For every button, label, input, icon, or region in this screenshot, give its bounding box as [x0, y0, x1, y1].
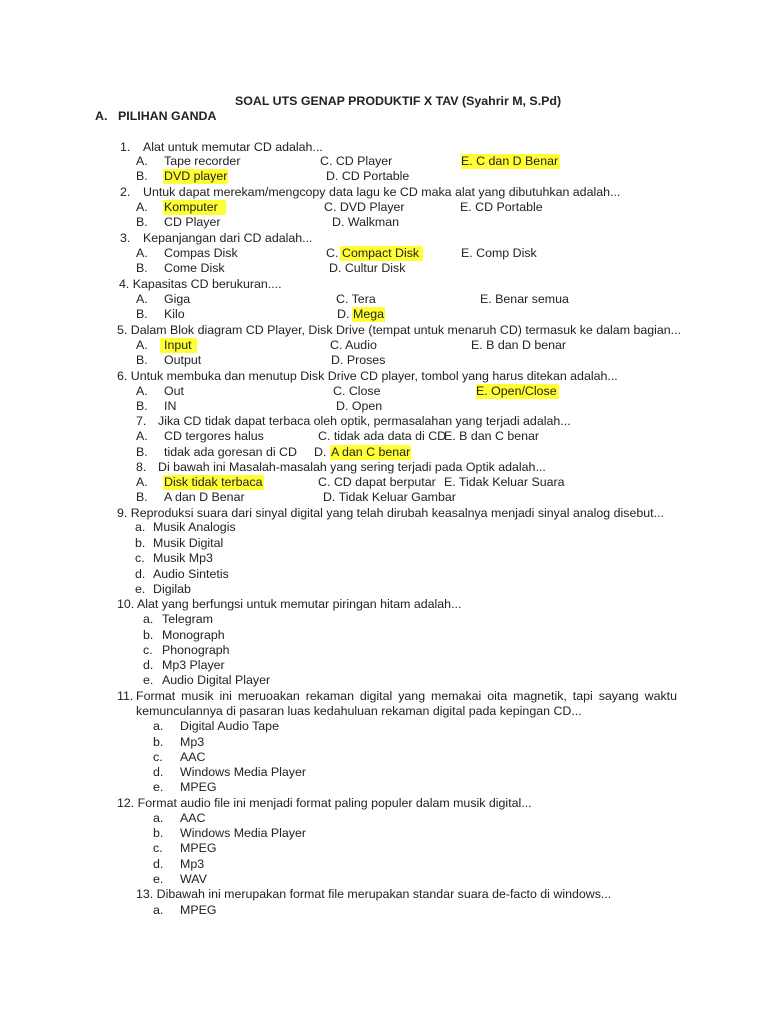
- q3-option-a-letter: A.: [136, 246, 148, 260]
- q4-option-a-letter: A.: [136, 292, 148, 306]
- q12-text: 12. Format audio file ini menjadi format paling populer dalam musik digital...: [117, 796, 532, 810]
- q11-option: Mp3: [180, 735, 205, 749]
- q11-option-letter: a.: [153, 719, 164, 733]
- q7-option-a-letter: A.: [136, 429, 148, 443]
- q1-option-a-letter: A.: [136, 154, 148, 168]
- q9-option-letter: c.: [135, 551, 145, 565]
- q2-option-a-answer: Komputer: [163, 200, 226, 215]
- q10-option-letter: c.: [143, 643, 153, 657]
- q1-option-c: C. CD Player: [320, 154, 393, 168]
- q9-option-letter: d.: [135, 567, 146, 581]
- q13-option-letter: a.: [153, 903, 164, 917]
- q5-option-e: E. B dan D benar: [471, 338, 567, 352]
- q10-text: 10. Alat yang berfungsi untuk memutar piringan hitam adalah...: [117, 597, 462, 611]
- q12-option-letter: c.: [153, 841, 163, 855]
- q7-option-c: C. tidak ada data di CD: [318, 429, 447, 443]
- q6-option-b-letter: B.: [136, 399, 148, 413]
- q12-option: Mp3: [180, 857, 205, 871]
- q9-option: Audio Sintetis: [153, 567, 229, 581]
- q5-option-a-letter: A.: [136, 338, 148, 352]
- section-heading: PILIHAN GANDA: [118, 109, 217, 123]
- q11-option-letter: c.: [153, 750, 163, 764]
- q6-option-c: C. Close: [333, 384, 381, 398]
- q13-option: MPEG: [180, 903, 217, 917]
- q2-option-a-letter: A.: [136, 200, 148, 214]
- q7-option-d-letter: D.: [314, 445, 327, 459]
- q7-option-d-answer: A dan C benar: [331, 445, 411, 459]
- q2-option-e: E. CD Portable: [460, 200, 543, 214]
- q12-option-letter: e.: [153, 872, 164, 886]
- q2-number: 2.: [120, 185, 131, 199]
- q8-option-a-letter: A.: [136, 475, 148, 489]
- q5-option-d: D. Proses: [331, 353, 386, 367]
- q5-option-b: Output: [164, 353, 202, 367]
- q8-option-e: E. Tidak Keluar Suara: [444, 475, 565, 489]
- q9-option: Musik Digital: [153, 536, 224, 550]
- q5-text: 5. Dalam Blok diagram CD Player, Disk Drive (tempat untuk menaruh CD) termasuk ke dalam bagian...: [117, 323, 681, 337]
- q12-option-letter: a.: [153, 811, 164, 825]
- q1-option-b-highlighted: DVD player: [164, 169, 228, 183]
- q11-option: MPEG: [180, 780, 217, 794]
- q7-option-b: tidak ada goresan di CD: [164, 445, 297, 459]
- q4-text: 4. Kapasitas CD berukuran....: [119, 277, 282, 291]
- q5-option-a-answer: Input: [160, 338, 197, 353]
- q2-option-b-letter: B.: [136, 215, 148, 229]
- q10-option: Monograph: [162, 628, 225, 642]
- q3-option-d: D. Cultur Disk: [329, 261, 406, 275]
- q9-option: Musik Analogis: [153, 520, 236, 534]
- q1-option-b-letter: B.: [136, 169, 148, 183]
- q2-option-d: D. Walkman: [332, 215, 400, 229]
- q10-option: Phonograph: [162, 643, 230, 657]
- q11-number: 11.: [117, 689, 134, 703]
- q11-option: AAC: [180, 750, 206, 764]
- q2-option-c: C. DVD Player: [324, 200, 405, 214]
- q3-option-e: E. Comp Disk: [461, 246, 537, 260]
- q10-option-letter: e.: [143, 673, 154, 687]
- q9-option: Musik Mp3: [153, 551, 213, 565]
- q1-option-a: Tape recorder: [164, 154, 241, 168]
- q9-text: 9. Reproduksi suara dari sinyal digital yang telah dirubah keasalnya menjadi sinyal analog disebut...: [117, 506, 664, 520]
- q6-option-b: IN: [164, 399, 177, 413]
- q4-option-e: E. Benar semua: [480, 292, 569, 306]
- q4-option-a: Giga: [164, 292, 191, 306]
- q9-option: Digilab: [153, 582, 191, 596]
- q9-option-letter: a.: [135, 520, 146, 534]
- q10-option-letter: d.: [143, 658, 154, 672]
- q12-option: AAC: [180, 811, 206, 825]
- q1-text: Alat untuk memutar CD adalah...: [143, 140, 323, 154]
- q4-option-d-answer: Mega: [353, 307, 384, 321]
- q7-text: Jika CD tidak dapat terbaca oleh optik, permasalahan yang terjadi adalah...: [158, 414, 571, 428]
- q6-option-d: D. Open: [336, 399, 383, 413]
- q5-option-c: C. Audio: [330, 338, 377, 352]
- q7-option-e: E. B dan C benar: [444, 429, 540, 443]
- q6-option-a: Out: [164, 384, 184, 398]
- q3-option-b: Come Disk: [164, 261, 225, 275]
- q3-option-c-letter: C.: [326, 246, 339, 260]
- q3-option-a: Compas Disk: [164, 246, 238, 260]
- q8-number: 8.: [136, 460, 147, 474]
- q12-option-letter: b.: [153, 826, 164, 840]
- q3-number: 3.: [120, 231, 131, 245]
- q4-option-d-letter: D.: [337, 307, 350, 321]
- q3-option-b-letter: B.: [136, 261, 148, 275]
- q6-option-e-answer: E. Open/Close: [476, 384, 557, 398]
- q11-option-letter: b.: [153, 735, 164, 749]
- q4-option-c: C. Tera: [336, 292, 376, 306]
- q10-option: Mp3 Player: [162, 658, 225, 672]
- q8-option-b: A dan D Benar: [164, 490, 245, 504]
- q7-option-b-letter: B.: [136, 445, 148, 459]
- q12-option: Windows Media Player: [180, 826, 307, 840]
- q12-option-letter: d.: [153, 857, 164, 871]
- q9-option-letter: e.: [135, 582, 146, 596]
- q4-option-b-letter: B.: [136, 307, 148, 321]
- q1-option-d: D. CD Portable: [326, 169, 410, 183]
- q6-option-a-letter: A.: [136, 384, 148, 398]
- exam-title: SOAL UTS GENAP PRODUKTIF X TAV (Syahrir M, S.Pd): [235, 94, 562, 108]
- q2-text: Untuk dapat merekam/mengcopy data lagu ke CD maka alat yang dibutuhkan adalah...: [143, 185, 621, 199]
- q9-option-letter: b.: [135, 536, 146, 550]
- q5-option-b-letter: B.: [136, 353, 148, 367]
- q7-number: 7.: [136, 414, 147, 428]
- q12-option: WAV: [180, 872, 207, 886]
- q10-option: Telegram: [162, 612, 213, 626]
- q11-option: Windows Media Player: [180, 765, 307, 779]
- q7-option-a: CD tergores halus: [164, 429, 264, 443]
- q11-option-letter: d.: [153, 765, 164, 779]
- q3-option-c-answer: Compact Disk: [340, 246, 423, 261]
- q12-option: MPEG: [180, 841, 217, 855]
- q8-text: Di bawah ini Masalah-masalah yang sering terjadi pada Optik adalah...: [158, 460, 546, 474]
- q10-option-letter: b.: [143, 628, 154, 642]
- q11-option: Digital Audio Tape: [180, 719, 279, 733]
- q10-option-letter: a.: [143, 612, 154, 626]
- q8-option-c: C. CD dapat berputar: [318, 475, 436, 489]
- q10-option: Audio Digital Player: [162, 673, 271, 687]
- q8-option-b-letter: B.: [136, 490, 148, 504]
- q13-text: 13. Dibawah ini merupakan format file merupakan standar suara de-facto di windows...: [136, 887, 612, 901]
- q11-text-line2: kemunculannya di pasaran luas kedahuluan rekaman digital pada kepingan CD...: [136, 704, 582, 718]
- q8-option-a-answer: Disk tidak terbaca: [164, 475, 263, 489]
- q8-option-d: D. Tidak Keluar Gambar: [323, 490, 456, 504]
- q11-text-line1: Format musik ini meruoakan rekaman digital yang memakai oita magnetik, tapi sayang waktu: [136, 689, 677, 703]
- q1-number: 1.: [120, 140, 131, 154]
- q4-option-b: Kilo: [164, 307, 185, 321]
- q3-text: Kepanjangan dari CD adalah...: [143, 231, 313, 245]
- q6-text: 6. Untuk membuka dan menutup Disk Drive CD player, tombol yang harus ditekan adalah...: [117, 369, 618, 383]
- q2-option-b: CD Player: [164, 215, 221, 229]
- section-letter: A.: [95, 109, 108, 123]
- q1-option-e-answer: E. C dan D Benar: [461, 154, 559, 168]
- q11-option-letter: e.: [153, 780, 164, 794]
